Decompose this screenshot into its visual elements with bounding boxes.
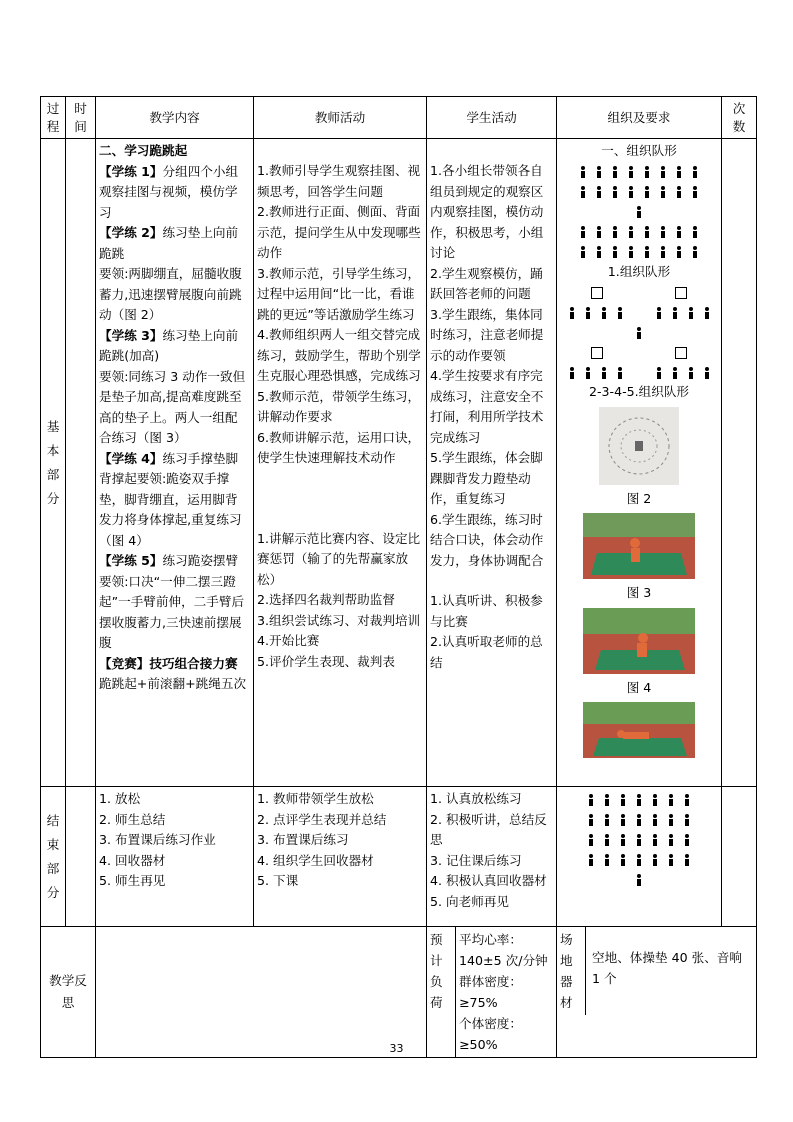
- venue-cell: [557, 927, 757, 1058]
- ending-teacher-cell: 1. 教师带领学生放松 2. 点评学生表现并总结 3. 布置课后练习 4. 组织学生回收器材 5. 下课: [254, 787, 427, 927]
- student-figure-icon: [660, 166, 666, 178]
- student-figure-icon: [704, 367, 710, 379]
- student-figure-icon: [652, 854, 658, 866]
- teacher-item: 6.教师讲解示范，运用口诀，使学生快速理解技术动作: [257, 429, 421, 465]
- student-figure-icon: [604, 794, 610, 806]
- student-figure-icon: [684, 814, 690, 826]
- formation-caption-2: 2-3-4-5.组织队形: [588, 384, 690, 399]
- teacher-figure-icon: [636, 327, 642, 339]
- student-figure-icon: [672, 307, 678, 319]
- student-figure-icon: [596, 226, 602, 238]
- student-figure-icon: [580, 226, 586, 238]
- basic-content-cell: [96, 139, 254, 787]
- teacher-figure-icon: [636, 874, 642, 886]
- mat-square-icon: [591, 347, 603, 359]
- basic-organization-cell: [557, 139, 722, 787]
- kneeling-jump-photo-1: [583, 513, 695, 579]
- student-figure-icon: [612, 186, 618, 198]
- header-row: [41, 97, 757, 139]
- mat-square-icon: [675, 287, 687, 299]
- page-number: 33: [389, 1042, 404, 1055]
- student-figure-icon: [636, 854, 642, 866]
- ending-section-label: 结 束 部 分: [41, 787, 66, 927]
- student-figure-icon: [620, 854, 626, 866]
- teacher-comp-item: 5.评价学生表现、裁判表: [257, 653, 395, 669]
- student-figure-icon: [676, 186, 682, 198]
- ending-section-row: [41, 787, 757, 927]
- student-figure-icon: [588, 854, 594, 866]
- student-figure-icon: [684, 834, 690, 846]
- student-figure-icon: [588, 834, 594, 846]
- reflection-row: [41, 927, 757, 1058]
- student-item: 2.学生观察模仿，踊跃回答老师的问题: [430, 265, 543, 301]
- student-figure-icon: [601, 367, 607, 379]
- student-figure-icon: [668, 814, 674, 826]
- content-item: 【学练 1】分组四个小组观察挂图与视频，模仿学习: [99, 163, 239, 220]
- student-figure-icon: [580, 186, 586, 198]
- student-figure-icon: [620, 794, 626, 806]
- student-figure-icon: [569, 307, 575, 319]
- header-student: 学生活动: [427, 97, 557, 139]
- student-figure-icon: [620, 814, 626, 826]
- student-figure-icon: [676, 226, 682, 238]
- student-figure-icon: [644, 166, 650, 178]
- estimate-line: 平均心率：140±5 次/分钟: [459, 932, 548, 968]
- student-figure-icon: [580, 246, 586, 258]
- student-figure-icon: [660, 186, 666, 198]
- student-figure-icon: [688, 367, 694, 379]
- student-figure-icon: [644, 246, 650, 258]
- reflection-label: 教学反思: [41, 927, 96, 1058]
- student-figure-icon: [660, 226, 666, 238]
- student-figure-icon: [596, 186, 602, 198]
- header-time: 时 间: [66, 97, 96, 139]
- student-figure-icon: [668, 834, 674, 846]
- ending-time-cell: [66, 787, 96, 927]
- load-estimate-cell: [427, 927, 557, 1058]
- basic-student-cell: [427, 139, 557, 787]
- ending-count-cell: [722, 787, 757, 927]
- ending-content-cell: 1. 放松 2. 师生总结 3. 布置课后练习作业 4. 回收器材 5. 师生再见: [96, 787, 254, 927]
- teacher-figure-icon: [636, 206, 642, 218]
- venue-label: 场地器材: [557, 927, 586, 1015]
- student-figure-icon: [612, 226, 618, 238]
- teacher-item: 4.教师组织两人一组交替完成练习，鼓励学生，帮助个别学生克服心理恐惧感，完成练习: [257, 327, 421, 383]
- student-figure-icon: [684, 794, 690, 806]
- teacher-item: 2.教师进行正面、侧面、背面示范，提问学生从中发现哪些动作: [257, 204, 421, 260]
- student-figure-icon: [692, 186, 698, 198]
- student-figure-icon: [585, 307, 591, 319]
- formation-grid-2: [560, 282, 718, 382]
- mat-square-icon: [675, 347, 687, 359]
- student-figure-icon: [596, 166, 602, 178]
- student-figure-icon: [596, 246, 602, 258]
- ending-formation-grid: [560, 789, 718, 889]
- teacher-item: 5.教师示范，带领学生练习，讲解动作要求: [257, 388, 421, 424]
- estimate-line: 群体密度：≥75%: [459, 974, 522, 1010]
- student-item: 4.学生按要求有序完成练习，注意安全不打闹，利用所学技术完成练习: [430, 368, 544, 445]
- student-item: 3.学生跟练，集体同时练习，注意老师提示的动作要领: [430, 306, 544, 363]
- student-figure-icon: [652, 814, 658, 826]
- student-figure-icon: [628, 186, 634, 198]
- teacher-item: 3.教师示范，引导学生练习，过程中运用间“比一比，看谁跳的更远”等话激励学生练习: [257, 265, 421, 322]
- estimate-label: 预计负荷: [427, 927, 456, 1057]
- reflection-content-cell: [96, 927, 427, 1058]
- ending-organization-cell: [557, 787, 722, 927]
- basic-time-cell: [66, 139, 96, 787]
- formation-title: 一、组织队形: [601, 143, 677, 158]
- estimate-line: 个体密度：≥50%: [459, 1016, 522, 1052]
- student-figure-icon: [688, 307, 694, 319]
- mat-square-icon: [591, 287, 603, 299]
- basic-count-cell: [722, 139, 757, 787]
- formation-caption-1: 1.组织队形: [607, 263, 671, 279]
- student-figure-icon: [656, 367, 662, 379]
- student-figure-icon: [628, 226, 634, 238]
- figure-2-caption: 图 2: [626, 490, 652, 506]
- student-item: 1.各小组长带领各自组员到规定的观察区内观察挂图，模仿动作，积极思考，小组讨论: [430, 163, 544, 260]
- student-figure-icon: [692, 246, 698, 258]
- student-figure-icon: [628, 166, 634, 178]
- content-item: 【学练 3】练习垫上向前跪跳(加高): [99, 327, 239, 363]
- student-figure-icon: [656, 307, 662, 319]
- student-figure-icon: [692, 166, 698, 178]
- student-figure-icon: [601, 307, 607, 319]
- header-count: 次 数: [722, 97, 757, 139]
- student-figure-icon: [644, 186, 650, 198]
- student-figure-icon: [636, 814, 642, 826]
- student-figure-icon: [585, 367, 591, 379]
- basic-section-row: [41, 139, 757, 787]
- kneeling-jump-photo-2: [583, 608, 695, 674]
- student-figure-icon: [588, 794, 594, 806]
- student-figure-icon: [580, 166, 586, 178]
- circle-formation-diagram: [599, 407, 679, 485]
- content-item: 要领:同练习 3 动作一致但是垫子加高,提高难度跳至高的垫子上。两人一组配合练习（图 3）: [99, 368, 246, 445]
- student-comp-item: 1.认真听讲、积极参与比赛: [430, 593, 543, 629]
- student-figure-icon: [676, 246, 682, 258]
- student-figure-icon: [660, 246, 666, 258]
- student-item: 6.学生跟练，练习时结合口诀，体会动作发力，身体协调配合: [430, 511, 544, 568]
- student-figure-icon: [612, 246, 618, 258]
- student-figure-icon: [628, 246, 634, 258]
- header-process: 过 程: [41, 97, 66, 139]
- content-item: 【学练 2】练习垫上向前跪跳: [99, 225, 239, 261]
- student-figure-icon: [692, 226, 698, 238]
- student-figure-icon: [620, 834, 626, 846]
- student-figure-icon: [617, 307, 623, 319]
- teacher-item: 1.教师引导学生观察挂图、视频思考，回答学生问题: [257, 163, 421, 199]
- teacher-comp-item: 4.开始比赛: [257, 633, 320, 648]
- content-item: 【学练 4】练习手撑垫脚背撑起要领:跪姿双手撑垫，脚背绷直，运用脚背发力将身体撑起,重复练习（图 4）: [99, 450, 242, 548]
- student-figure-icon: [588, 814, 594, 826]
- header-organization: 组织及要求: [557, 97, 722, 139]
- student-figure-icon: [612, 166, 618, 178]
- student-figure-icon: [604, 834, 610, 846]
- content-heading: 二、学习跪跳起: [99, 143, 188, 158]
- student-figure-icon: [668, 854, 674, 866]
- content-item: 要领:两脚绷直，屈髓收腹蓄力,迅速摆臂展腹向前跳动（图 2）: [99, 266, 242, 322]
- student-figure-icon: [668, 794, 674, 806]
- student-figure-icon: [652, 794, 658, 806]
- student-figure-icon: [617, 367, 623, 379]
- student-figure-icon: [684, 854, 690, 866]
- content-item: 【学练 5】练习跪姿摆臂要领:口决“一伸二摆三蹬起”一手臂前伸，二手臂后摆收腹蓄力,三快速前摆展腹: [99, 553, 245, 650]
- venue-text: 空地、体操垫 40 张、音响 1 个: [592, 950, 742, 986]
- student-figure-icon: [704, 307, 710, 319]
- student-figure-icon: [652, 834, 658, 846]
- student-figure-icon: [636, 834, 642, 846]
- figure-3-caption: 图 3: [626, 585, 652, 600]
- student-figure-icon: [604, 854, 610, 866]
- teacher-comp-item: 1.讲解示范比赛内容、设定比赛惩罚（输了的先帮赢家放松）: [257, 530, 421, 587]
- formation-grid-1: [560, 162, 718, 262]
- student-figure-icon: [672, 367, 678, 379]
- figure-4-caption: 图 4: [626, 679, 652, 695]
- student-item: 5.学生跟练，体会脚踝脚背发力蹬垫动作，重复练习: [430, 450, 543, 506]
- header-content: 教学内容: [96, 97, 254, 139]
- student-comp-item: 2.认真听取老师的总结: [430, 634, 543, 670]
- teacher-comp-item: 3.组织尝试练习、对裁判培训: [257, 612, 421, 628]
- student-figure-icon: [604, 814, 610, 826]
- content-item: 【竞赛】技巧组合接力赛跪跳起+前滚翻+跳绳五次: [99, 655, 247, 691]
- header-teacher: 教师活动: [254, 97, 427, 139]
- kneeling-jump-photo-3: [583, 702, 695, 758]
- student-figure-icon: [676, 166, 682, 178]
- student-figure-icon: [569, 367, 575, 379]
- teacher-comp-item: 2.选择四名裁判帮助监督: [257, 592, 395, 607]
- basic-section-label: 基 本 部 分: [41, 139, 66, 787]
- basic-teacher-cell: [254, 139, 427, 787]
- lesson-plan-table: [40, 96, 757, 1058]
- student-figure-icon: [644, 226, 650, 238]
- ending-student-cell: 1. 认真放松练习 2. 积极听讲，总结反思 3. 记住课后练习 4. 积极认真回收器材 5. 向老师再见: [427, 787, 557, 927]
- student-figure-icon: [636, 794, 642, 806]
